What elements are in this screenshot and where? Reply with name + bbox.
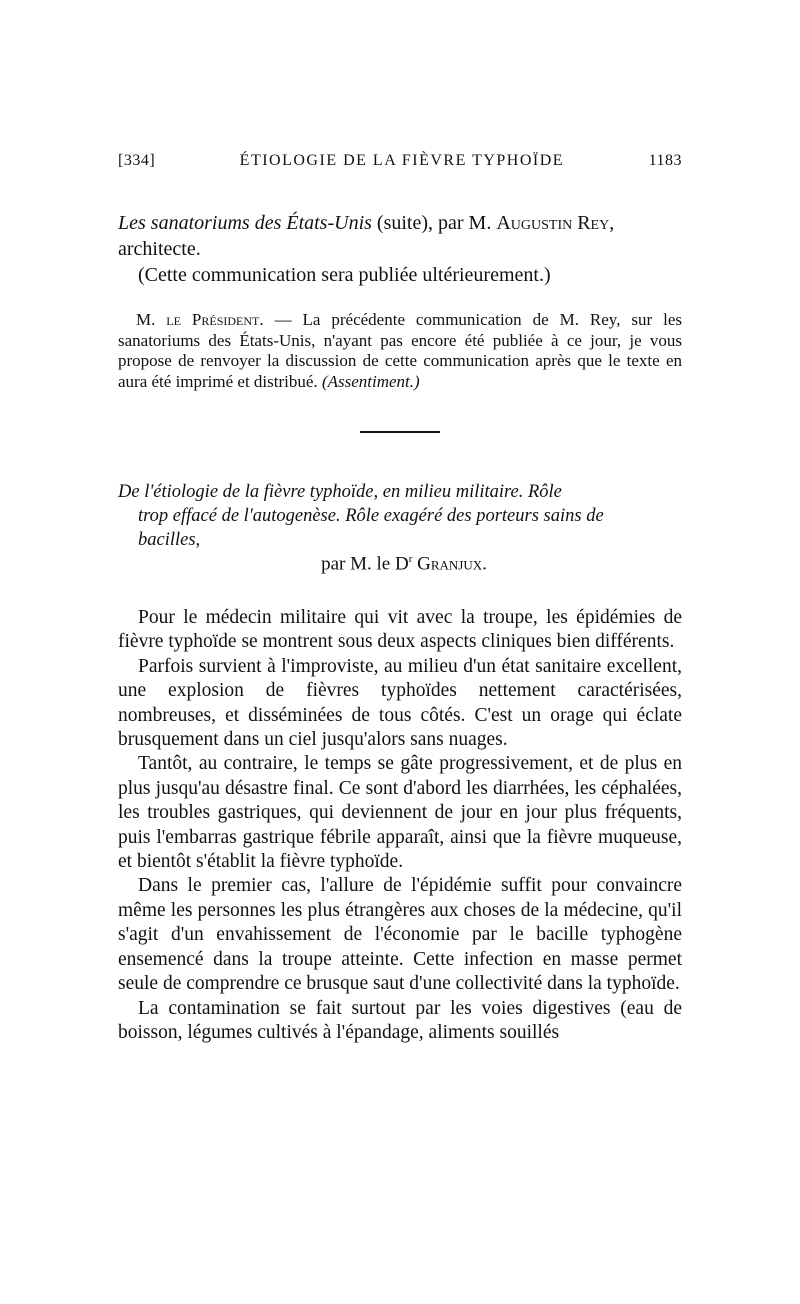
section-divider (360, 431, 440, 433)
president-reaction: (Assentiment.) (321, 371, 420, 391)
header-bracket-number: [334] (118, 152, 156, 169)
article-byline (118, 553, 682, 575)
president-text: — La précédente communication de M. Rey, sur les sanatoriums des États-Unis, n'ayant pas encore été publiée à ce jour, je vous propose de renvoyer la discussion de cette communication après que le texte en aura été imprimé et distribué. (118, 310, 682, 391)
entry-title-line: Les sanatoriums des États-Unis (suite), par M. Augustin Rey, (118, 212, 615, 234)
paragraph-3: Tantôt, au contraire, le temps se gâte progressivement, et de plus en plus jusqu'au désastre final. Ce sont d'abord les diarrhées, les céphalées, les troubles gastriques, qui deviennent de jour en jour plus fréquents, puis l'embarras gastrique fébrile apparaît, ainsi que la fièvre muqueuse, et bientôt s'établit la fièvre typhoïde. (118, 753, 682, 873)
byline-prefix: par M. le D (321, 553, 409, 575)
paragraph-1: Pour le médecin militaire qui vit avec la troupe, les épidémies de fièvre typhoïde se montrent sous deux aspects cliniques bien différents. (118, 607, 682, 653)
byline-author: Granjux. (417, 553, 487, 575)
header-page-number: 1183 (648, 152, 682, 169)
paragraph-5: La contamination se fait surtout par les voies digestives (eau de boisson, légumes cultivés à l'épandage, aliments souillés (118, 997, 682, 1043)
paragraph-4: Dans le premier cas, l'allure de l'épidémie suffit pour convaincre même les personnes les plus étrangères aux choses de la médecine, qu'il s'agit d'un envahissement de l'économie par le bacille typhogène ensemencé dans la troupe atteinte. Cette infection en masse permet seule de comprendre ce brusque saut d'une collectivité dans la typhoïde. (118, 875, 682, 995)
article-heading-line-1: De l'étiologie de la fièvre typhoïde, en milieu militaire. Rôle (118, 482, 562, 502)
article-body (118, 606, 682, 1045)
paragraph-2: Parfois survient à l'improviste, au milieu d'un état sanitaire excellent, une explosion de fièvres typhoïdes nettement caractérisées, nombreuses, et disséminées de tous côtés. C'est un orage qui éclate brusquement dans un ciel jusqu'alors sans nuages. (118, 655, 682, 751)
byline-superscript: r (408, 553, 413, 565)
president-remark (118, 310, 682, 392)
entry-title-rest: (suite), par M. (371, 212, 497, 234)
article-heading (118, 480, 682, 552)
entry-author-role: architecte. (118, 238, 201, 260)
article-heading-line-3: bacilles, (138, 530, 201, 550)
entry-author: Augustin Rey (496, 212, 610, 234)
running-head (118, 152, 682, 170)
president-speaker: M. le Président. (136, 310, 264, 329)
article-heading-line-2: trop effacé de l'autogenèse. Rôle exagéré des porteurs sains de (138, 506, 604, 526)
entry-note: (Cette communication sera publiée ultérieurement.) (138, 264, 551, 286)
entry-title: Les sanatoriums des États-Unis (118, 212, 372, 234)
header-title: ÉTIOLOGIE DE LA FIÈVRE TYPHOÏDE (239, 152, 565, 169)
communication-entry (118, 210, 682, 288)
